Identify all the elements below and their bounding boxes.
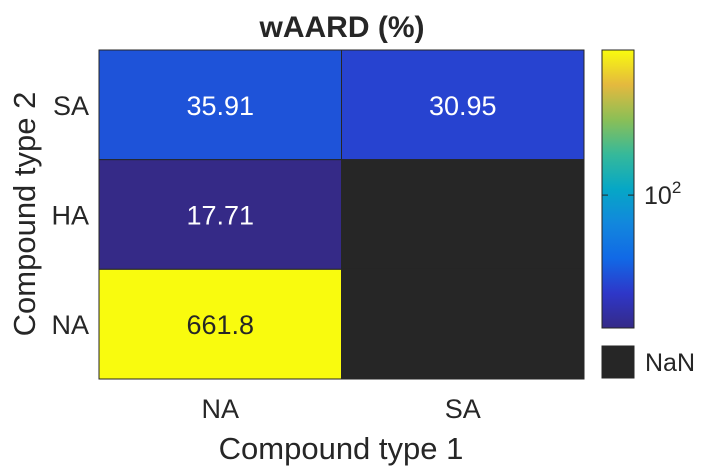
cell-value-label: 17.71 [186,200,255,231]
colorbar [602,50,681,328]
y-tick-label: SA [52,90,89,121]
heatmap-cells [99,50,584,379]
chart-title: wAARD (%) [259,11,425,44]
y-tick-label: NA [51,310,89,341]
cell-value-label: 35.91 [186,90,255,121]
heatmap-cell [342,269,585,379]
y-axis-label: Compound type 2 [7,91,42,337]
colorbar-tick-exponent: 2 [671,178,682,198]
nan-swatch [602,346,634,378]
x-tick-label: NA [201,394,240,424]
colorbar-tick-label [644,178,681,210]
colorbar-tick-base: 10 [644,182,672,211]
x-tick-labels [201,394,480,424]
heatmap-cell [342,160,585,270]
x-axis-label: Compound type 1 [218,431,464,466]
y-tick-label: HA [51,200,89,231]
x-tick-label: SA [444,394,481,424]
cell-value-label: 661.8 [186,310,255,341]
nan-label: NaN [645,349,696,377]
cell-value-label: 30.95 [428,90,497,121]
nan-legend [602,346,695,378]
colorbar-gradient [602,50,634,328]
y-tick-labels [51,91,89,340]
